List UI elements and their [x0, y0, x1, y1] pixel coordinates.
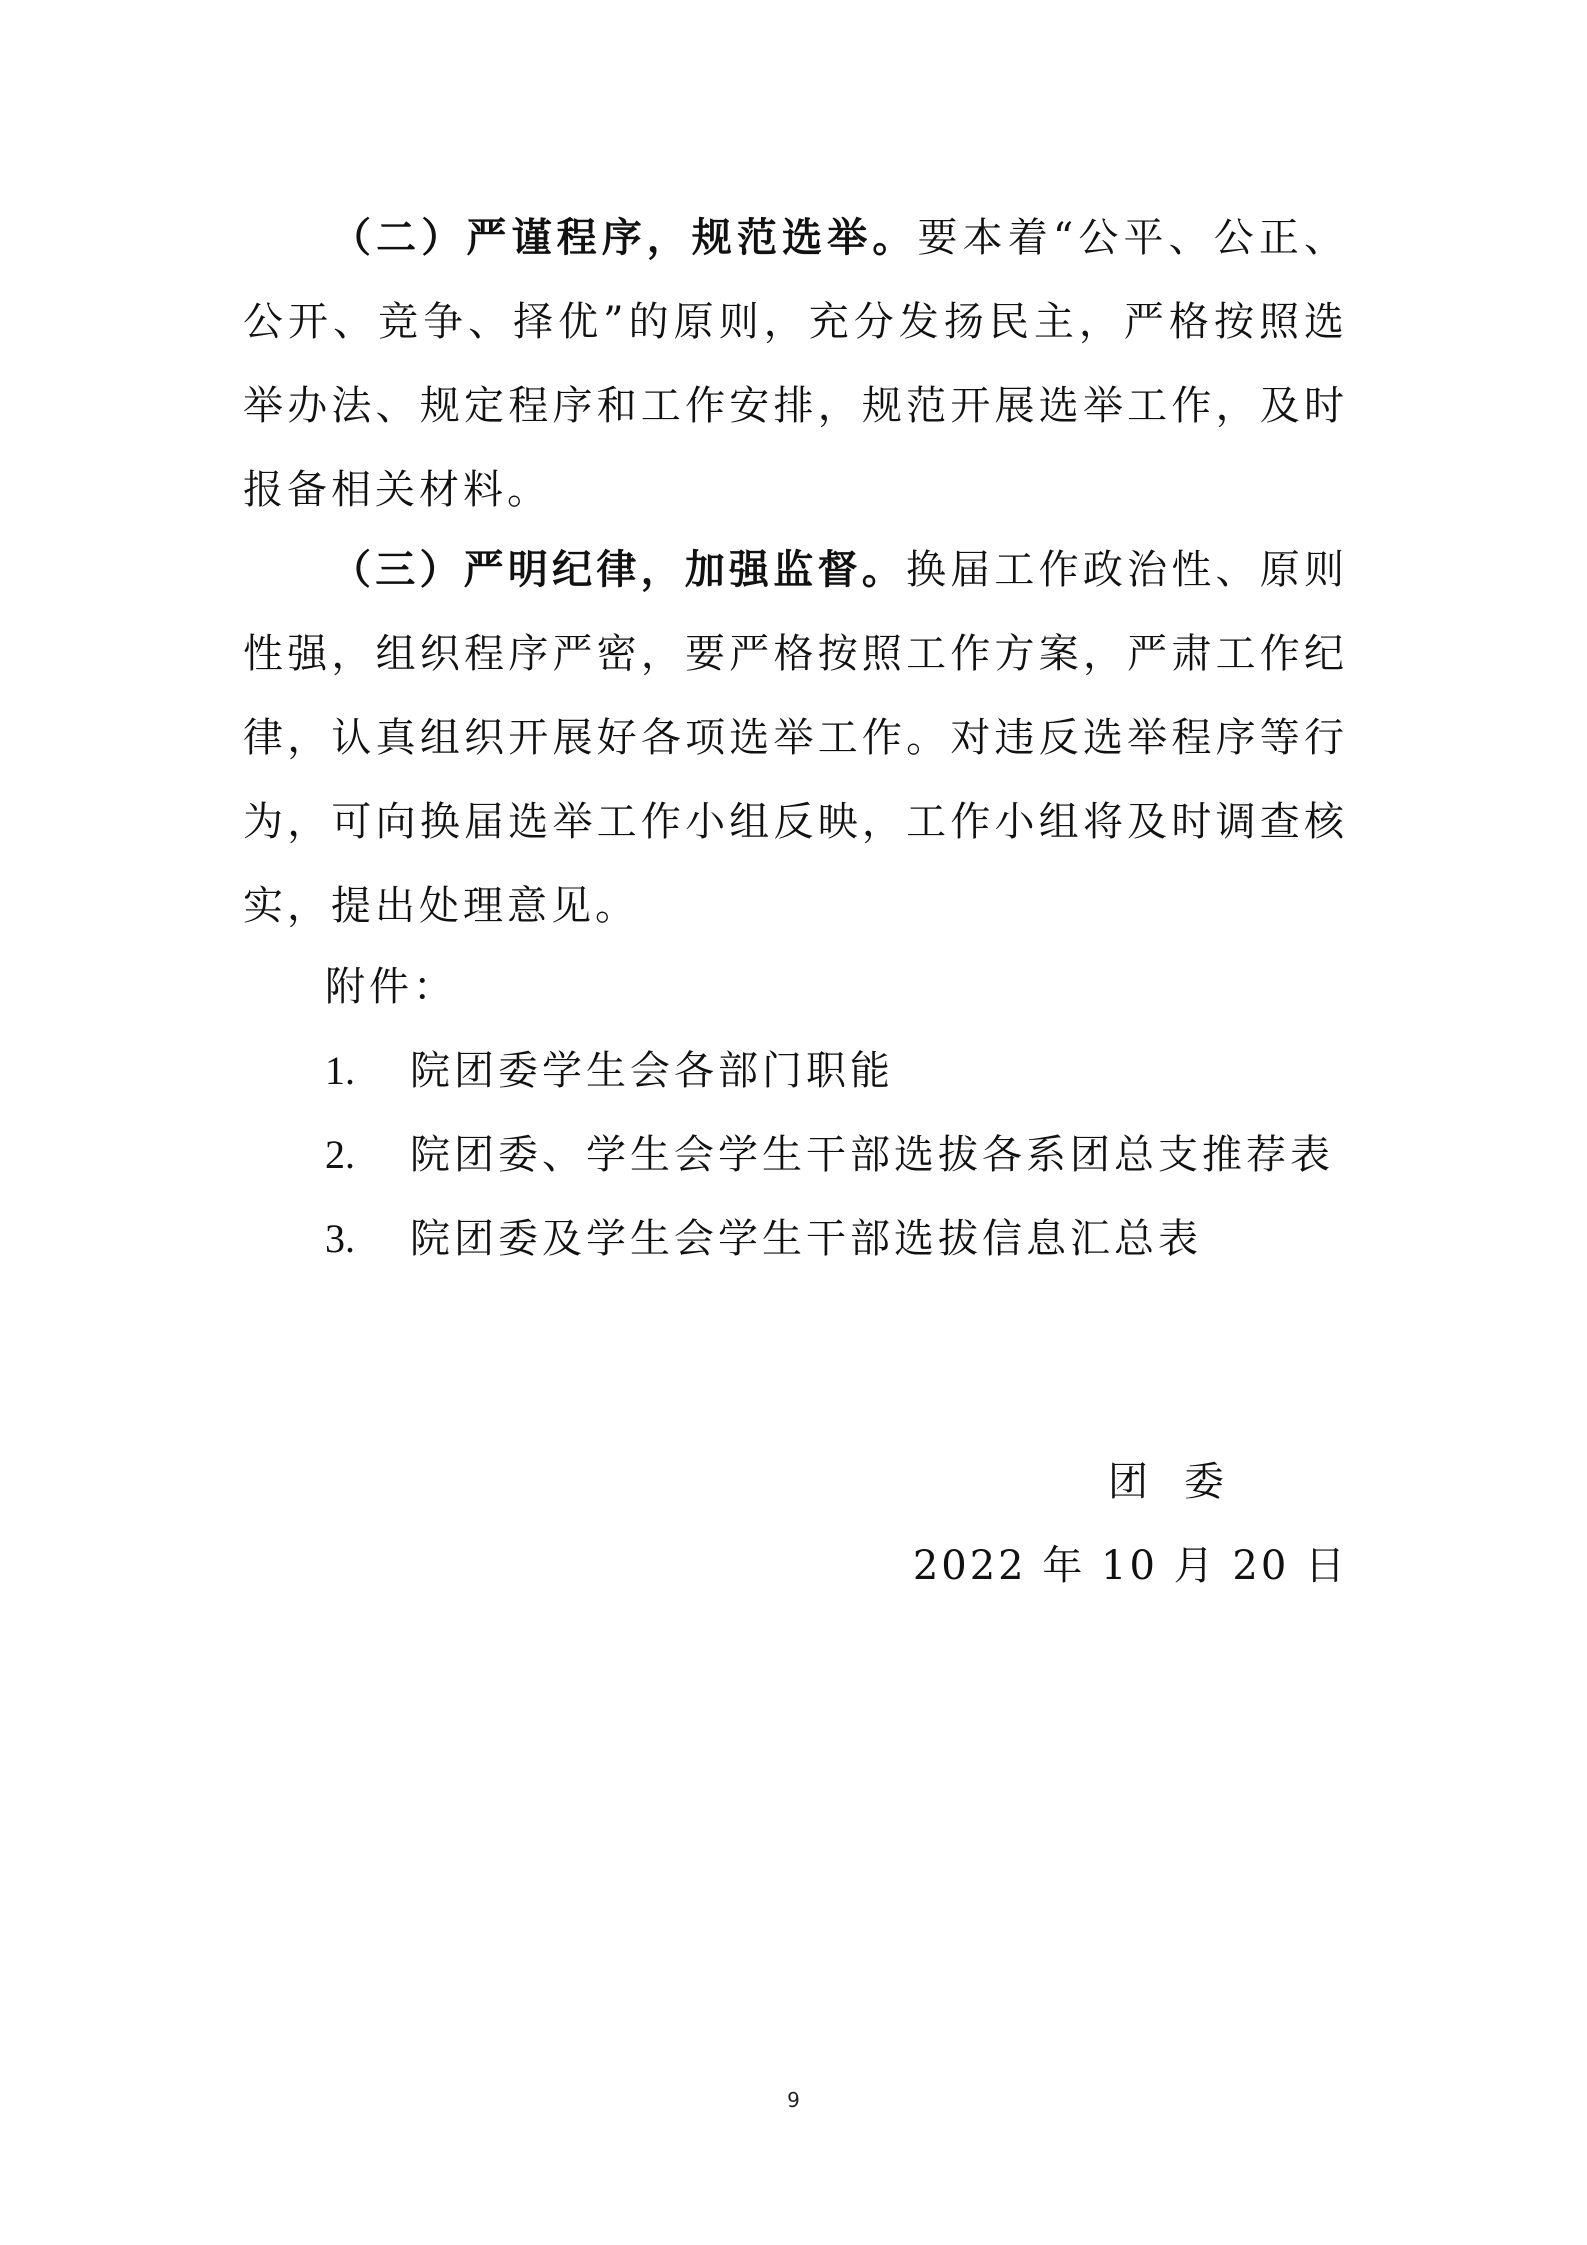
- attachment-item: [325, 1197, 1334, 1281]
- attachment-title: 院团委、学生会学生干部选拔各系团总支推荐表: [410, 1132, 1334, 1178]
- attachments-list: [325, 1029, 1334, 1281]
- paragraph-text: 要本着“公平、公正、公开、竞争、择优”的原则，充分发扬民主，严格按照选举办法、规定程序和工作安排，规范开展选举工作，及时报备相关材料。: [243, 215, 1349, 513]
- paragraph-procedure: [243, 196, 1348, 532]
- signature-organization: 团委: [1108, 1459, 1260, 1505]
- attachment-item: [325, 1113, 1334, 1197]
- attachment-title: 院团委及学生会学生干部选拔信息汇总表: [410, 1216, 1202, 1262]
- attachments-label: 附件：: [325, 964, 457, 1010]
- attachment-item: [325, 1029, 1334, 1113]
- paragraph-text: 换届工作政治性、原则性强，组织程序严密，要严格按照工作方案，严肃工作纪律，认真组织开展好各项选举工作。对违反选举程序等行为，可向换届选举工作小组反映，工作小组将及时调查核实，提出处理意见。: [243, 547, 1349, 929]
- attachment-title: 院团委学生会各部门职能: [410, 1048, 894, 1094]
- paragraph-discipline: [243, 528, 1348, 948]
- paragraph-heading: （二）严谨程序，规范选举。: [331, 215, 918, 261]
- signature-block: [913, 1440, 1348, 1608]
- attachment-number: 3.: [325, 1216, 355, 1261]
- signature-date: 2022 年 10 月 20 日: [912, 1543, 1348, 1589]
- paragraph-heading: （三）严明纪律，加强监督。: [331, 547, 906, 593]
- attachment-number: 1.: [325, 1048, 355, 1093]
- attachment-number: 2.: [325, 1132, 355, 1177]
- page-number: 9: [787, 2088, 800, 2112]
